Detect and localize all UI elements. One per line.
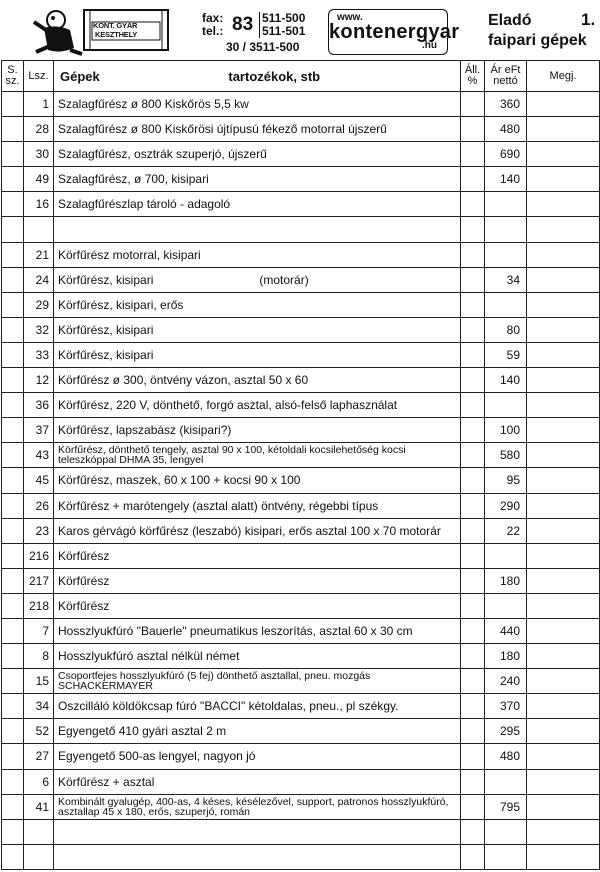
table-row: [2, 242, 600, 267]
cell-description: [54, 217, 461, 242]
cell-allapot: [461, 167, 485, 192]
cell-lsz: 24: [24, 267, 54, 292]
cell-description: Oszcilláló köldökcsap fúró "BACCI" kétoldalas, pneu., pl székgy.: [54, 694, 461, 719]
table-row: [2, 368, 600, 393]
cell-ssz: [2, 418, 24, 443]
cell-lsz: 26: [24, 493, 54, 518]
table-row: [2, 317, 600, 342]
cell-ssz: [2, 242, 24, 267]
table-row: [2, 92, 600, 117]
cell-description: Körfűrész + marótengely (asztal alatt) öntvény, régebbi típus: [54, 493, 461, 518]
web-domain: kontenergyar: [329, 21, 460, 43]
cell-allapot: [461, 794, 485, 819]
logo-text-1: KONT. GYÁR: [93, 21, 138, 30]
cell-description: Körfűrész: [54, 568, 461, 593]
cell-price: 140: [485, 167, 527, 192]
col-megj: Megj.: [527, 61, 600, 92]
cell-allapot: [461, 769, 485, 794]
table-row: [2, 142, 600, 167]
description-note: (motorár): [259, 272, 309, 287]
table-row: [2, 443, 600, 468]
cell-lsz: 218: [24, 593, 54, 618]
cell-description: Körfűrész motorral, kisipari: [54, 242, 461, 267]
cell-description: Körfűrész ø 300, öntvény vázon, asztal 50 x 60: [54, 368, 461, 393]
cell-price: 80: [485, 317, 527, 342]
cell-ssz: [2, 568, 24, 593]
table-row: [2, 192, 600, 217]
table-row: [2, 117, 600, 142]
cell-allapot: [461, 543, 485, 568]
cell-description: Körfűrész, kisipari: [54, 317, 461, 342]
cell-description: Körfűrész: [54, 543, 461, 568]
page-title-line1: Eladó: [488, 12, 532, 29]
cell-allapot: [461, 418, 485, 443]
cell-description: Körfűrész, kisipari: [54, 342, 461, 367]
cell-megjegyzes: [527, 543, 600, 568]
cell-megjegyzes: [527, 468, 600, 493]
cell-description: [54, 819, 461, 844]
table-row: [2, 518, 600, 543]
cell-lsz: 21: [24, 242, 54, 267]
cell-ssz: [2, 443, 24, 468]
cell-ssz: [2, 393, 24, 418]
cell-price: 22: [485, 518, 527, 543]
cell-allapot: [461, 618, 485, 643]
cell-price: [485, 192, 527, 217]
cell-description: Hosszlyukfúró asztal nélkül német: [54, 644, 461, 669]
cell-allapot: [461, 242, 485, 267]
cell-price: 240: [485, 669, 527, 694]
cell-price: 690: [485, 142, 527, 167]
cell-ssz: [2, 769, 24, 794]
cell-ssz: [2, 644, 24, 669]
cell-description: Körfűrész, 220 V, dönthető, forgó asztal, alsó-felső laphasználat: [54, 393, 461, 418]
cell-description: Kombinált gyalugép, 400-as, 4 késes, késélezővel, support, patronos hosszlyukfúró, asztallap 45 x 180, erős, szuperjó, román: [54, 794, 461, 819]
cell-price: 140: [485, 368, 527, 393]
cell-ssz: [2, 844, 24, 869]
cell-lsz: 16: [24, 192, 54, 217]
cell-ssz: [2, 794, 24, 819]
cell-megjegyzes: [527, 618, 600, 643]
table-row: [2, 418, 600, 443]
col-lsz: Lsz.: [24, 61, 54, 92]
cell-price: 295: [485, 719, 527, 744]
cell-megjegyzes: [527, 844, 600, 869]
cell-lsz: [24, 819, 54, 844]
col-ar-line1: Ár eFt: [490, 64, 521, 76]
cell-megjegyzes: [527, 342, 600, 367]
cell-megjegyzes: [527, 393, 600, 418]
cell-ssz: [2, 694, 24, 719]
cell-megjegyzes: [527, 518, 600, 543]
table-row: [2, 342, 600, 367]
cell-ssz: [2, 267, 24, 292]
cell-megjegyzes: [527, 418, 600, 443]
cell-price: [485, 593, 527, 618]
contact-labels: [202, 12, 223, 38]
cell-lsz: 216: [24, 543, 54, 568]
table-row: [2, 669, 600, 694]
col-tartozekok-label: tartozékok, stb: [228, 68, 321, 84]
table-row: [2, 769, 600, 794]
cell-lsz: [24, 217, 54, 242]
cell-description: Körfűrész: [54, 593, 461, 618]
cell-ssz: [2, 719, 24, 744]
cell-allapot: [461, 192, 485, 217]
cell-description: Szalagfűrész, ø 700, kisipari: [54, 167, 461, 192]
cell-allapot: [461, 819, 485, 844]
col-ssz: [2, 61, 24, 92]
cell-ssz: [2, 468, 24, 493]
cell-megjegyzes: [527, 368, 600, 393]
cell-megjegyzes: [527, 242, 600, 267]
cell-allapot: [461, 644, 485, 669]
page-number: 1.: [581, 10, 596, 29]
cell-megjegyzes: [527, 769, 600, 794]
table-row: [2, 292, 600, 317]
cell-ssz: [2, 317, 24, 342]
cell-megjegyzes: [527, 192, 600, 217]
table-row: [2, 217, 600, 242]
cell-description: Egyengető 500-as lengyel, nagyon jó: [54, 744, 461, 769]
cell-allapot: [461, 393, 485, 418]
col-ar: [485, 61, 527, 92]
cell-allapot: [461, 92, 485, 117]
cell-price: 360: [485, 92, 527, 117]
cell-allapot: [461, 844, 485, 869]
cell-megjegyzes: [527, 92, 600, 117]
description-text: Körfűrész, kisipari: [58, 272, 154, 287]
table-row: [2, 167, 600, 192]
cell-lsz: 32: [24, 317, 54, 342]
cell-price: 290: [485, 493, 527, 518]
fax-label: fax:: [202, 11, 224, 25]
cell-price: 34: [485, 267, 527, 292]
cell-price: [485, 819, 527, 844]
table-row: [2, 644, 600, 669]
table-row: [2, 468, 600, 493]
machines-table: [1, 60, 600, 870]
table-row: [2, 794, 600, 819]
table-header-row: [2, 61, 600, 92]
cell-allapot: [461, 117, 485, 142]
cell-megjegyzes: [527, 694, 600, 719]
table-row: [2, 844, 600, 869]
cell-price: 180: [485, 568, 527, 593]
cell-lsz: 36: [24, 393, 54, 418]
page-header: [0, 0, 600, 60]
web-www: www.: [337, 12, 363, 23]
cell-allapot: [461, 518, 485, 543]
cell-price: [485, 393, 527, 418]
cell-price: 580: [485, 443, 527, 468]
cell-megjegyzes: [527, 443, 600, 468]
cell-lsz: 41: [24, 794, 54, 819]
cell-price: 95: [485, 468, 527, 493]
cell-description: [54, 844, 461, 869]
cell-price: [485, 242, 527, 267]
cell-lsz: 15: [24, 669, 54, 694]
cell-price: 100: [485, 418, 527, 443]
table-row: [2, 694, 600, 719]
cell-description: Csoportfejes hosszlyukfúró (5 fej) dönthető asztallal, pneu. mozgás SCHACKERMAYER: [54, 669, 461, 694]
cell-description: Szalagfűrész, osztrák szuperjó, újszerű: [54, 142, 461, 167]
cell-lsz: 49: [24, 167, 54, 192]
page-title-line2: faipari gépek: [488, 32, 587, 49]
col-allapot: [461, 61, 485, 92]
cell-allapot: [461, 443, 485, 468]
cell-ssz: [2, 342, 24, 367]
cell-lsz: 7: [24, 618, 54, 643]
cell-description: Körfűrész, maszek, 60 x 100 + kocsi 90 x 100: [54, 468, 461, 493]
cell-megjegyzes: [527, 744, 600, 769]
contact-numbers: [259, 12, 305, 38]
cell-allapot: [461, 317, 485, 342]
cell-price: 480: [485, 117, 527, 142]
cell-description: Körfűrész + asztal: [54, 769, 461, 794]
cell-ssz: [2, 217, 24, 242]
cell-ssz: [2, 292, 24, 317]
cell-allapot: [461, 744, 485, 769]
cell-price: 59: [485, 342, 527, 367]
cell-allapot: [461, 217, 485, 242]
cell-description: Egyengető 410 gyári asztal 2 m: [54, 719, 461, 744]
cell-lsz: 30: [24, 142, 54, 167]
cell-lsz: 1: [24, 92, 54, 117]
cell-ssz: [2, 744, 24, 769]
cell-lsz: 45: [24, 468, 54, 493]
cell-ssz: [2, 92, 24, 117]
cell-lsz: 27: [24, 744, 54, 769]
cell-ssz: [2, 819, 24, 844]
cell-ssz: [2, 368, 24, 393]
cell-allapot: [461, 694, 485, 719]
cell-megjegyzes: [527, 794, 600, 819]
cell-lsz: 28: [24, 117, 54, 142]
table-row: [2, 267, 600, 292]
cell-lsz: 33: [24, 342, 54, 367]
table-row: [2, 543, 600, 568]
cell-allapot: [461, 142, 485, 167]
cell-allapot: [461, 292, 485, 317]
table-row: [2, 493, 600, 518]
cell-allapot: [461, 568, 485, 593]
cell-price: [485, 292, 527, 317]
website-box: [328, 9, 460, 55]
cell-description: Szalagfűrész ø 800 Kiskőrös 5,5 kw: [54, 92, 461, 117]
cell-allapot: [461, 493, 485, 518]
cell-price: 480: [485, 744, 527, 769]
col-gepek-label: Gépek: [60, 68, 100, 84]
cell-ssz: [2, 493, 24, 518]
logo-text-2: KESZTHELY: [95, 30, 138, 39]
cell-lsz: 217: [24, 568, 54, 593]
cell-megjegyzes: [527, 317, 600, 342]
cell-lsz: 52: [24, 719, 54, 744]
tel-label: tel.:: [202, 24, 224, 38]
col-ar-line2: nettó: [493, 75, 518, 87]
cell-price: 795: [485, 794, 527, 819]
cell-price: [485, 769, 527, 794]
cell-megjegyzes: [527, 669, 600, 694]
cell-ssz: [2, 518, 24, 543]
cell-ssz: [2, 192, 24, 217]
cell-ssz: [2, 142, 24, 167]
cell-lsz: 8: [24, 644, 54, 669]
cell-description: [54, 267, 461, 292]
cell-description: Szalagfűrész ø 800 Kiskőrösi újtípusú fékező motorral újszerű: [54, 117, 461, 142]
tel-number: 511-501: [262, 24, 306, 38]
cell-price: [485, 543, 527, 568]
cell-ssz: [2, 543, 24, 568]
cell-lsz: 12: [24, 368, 54, 393]
cell-megjegyzes: [527, 819, 600, 844]
table-row: [2, 393, 600, 418]
table-row: [2, 744, 600, 769]
cell-price: 180: [485, 644, 527, 669]
col-all-line2: %: [467, 75, 478, 87]
cell-megjegyzes: [527, 117, 600, 142]
col-gepek: [54, 61, 461, 92]
cell-ssz: [2, 117, 24, 142]
col-ssz-line1: S.: [7, 64, 18, 76]
cell-megjegyzes: [527, 593, 600, 618]
cell-ssz: [2, 618, 24, 643]
cell-megjegyzes: [527, 142, 600, 167]
table-row: [2, 819, 600, 844]
table-row: [2, 618, 600, 643]
cell-description: Körfűrész, dönthető tengely, asztal 90 x 100, kétoldali kocsilehetőség kocsi teleszkóppal DHMA 35, lengyel: [54, 443, 461, 468]
cell-megjegyzes: [527, 217, 600, 242]
cell-price: 370: [485, 694, 527, 719]
cell-megjegyzes: [527, 292, 600, 317]
cell-ssz: [2, 167, 24, 192]
cell-price: [485, 844, 527, 869]
col-all-line1: Áll.: [464, 64, 481, 76]
cell-megjegyzes: [527, 719, 600, 744]
cell-lsz: 23: [24, 518, 54, 543]
table-row: [2, 568, 600, 593]
cell-description: Körfűrész, lapszabász (kisipari?): [54, 418, 461, 443]
col-ssz-line2: sz.: [5, 75, 20, 87]
cell-description: Körfűrész, kisipari, erős: [54, 292, 461, 317]
cell-allapot: [461, 267, 485, 292]
cell-allapot: [461, 719, 485, 744]
area-code: 83: [232, 14, 254, 35]
cell-lsz: 34: [24, 694, 54, 719]
cell-megjegyzes: [527, 568, 600, 593]
table-row: [2, 593, 600, 618]
table-body: [2, 92, 600, 870]
cell-allapot: [461, 593, 485, 618]
web-tld: .hu: [422, 40, 437, 51]
cell-megjegyzes: [527, 493, 600, 518]
cell-lsz: 37: [24, 418, 54, 443]
cell-description: Karos gérvágó körfűrész (leszabó) kisipari, erős asztal 100 x 70 motorár: [54, 518, 461, 543]
cell-megjegyzes: [527, 267, 600, 292]
cell-lsz: 6: [24, 769, 54, 794]
table-row: [2, 719, 600, 744]
cell-megjegyzes: [527, 167, 600, 192]
cell-ssz: [2, 593, 24, 618]
cell-description: Szalagfűrészlap tároló - adagoló: [54, 192, 461, 217]
cell-description: Hosszlyukfúró "Bauerle" pneumatikus leszorítás, asztal 60 x 30 cm: [54, 618, 461, 643]
cell-price: [485, 217, 527, 242]
alt-number: 30 / 3511-500: [226, 40, 300, 54]
cell-allapot: [461, 368, 485, 393]
cell-lsz: 29: [24, 292, 54, 317]
cell-lsz: [24, 844, 54, 869]
cell-allapot: [461, 468, 485, 493]
cell-price: 440: [485, 618, 527, 643]
cell-lsz: 43: [24, 443, 54, 468]
cell-megjegyzes: [527, 644, 600, 669]
cell-allapot: [461, 669, 485, 694]
cell-allapot: [461, 342, 485, 367]
cell-ssz: [2, 669, 24, 694]
fax-number: 511-500: [262, 11, 306, 25]
